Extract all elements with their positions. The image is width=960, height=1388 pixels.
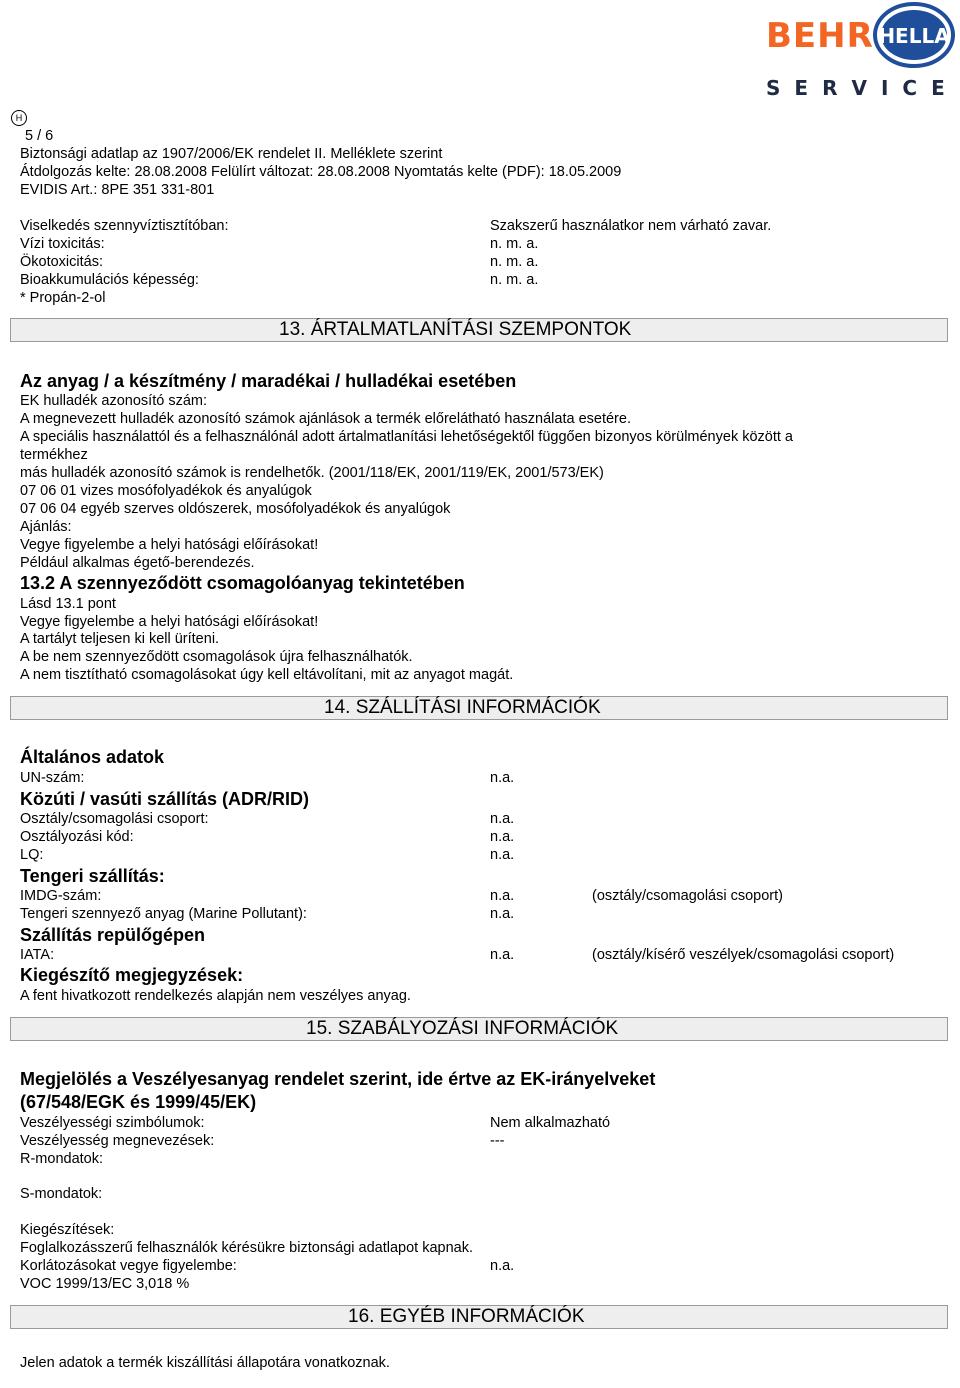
iata-value: n.a. <box>490 947 515 963</box>
s13-line: Vegye figyelembe a helyi hatósági előírásokat! <box>20 537 319 553</box>
eco-label: Vízi toxicitás: <box>20 236 105 252</box>
voc-content: VOC 1999/13/EC 3,018 % <box>20 1276 190 1292</box>
eco-value: n. m. a. <box>490 254 539 270</box>
eco-label: Viselkedés szennyvíztisztítóban: <box>20 218 229 234</box>
s13-2-line: A be nem szennyeződött csomagolások újra felhasználhatók. <box>20 649 413 665</box>
imdg-note: (osztály/csomagolási csoport) <box>592 888 783 904</box>
header-line-1: Biztonsági adatlap az 1907/2006/EK rendelet II. Melléklete szerint <box>20 146 443 162</box>
s13-line: 07 06 04 egyéb szerves oldószerek, mosófolyadékok és anyalúgok <box>20 501 451 517</box>
s13-line: A megnevezett hulladék azonosító számok ajánlások a termék előrelátható használata esetére. <box>20 411 631 427</box>
marine-pollutant-value: n.a. <box>490 906 515 922</box>
hazard-names-label: Veszélyesség megnevezések: <box>20 1133 215 1149</box>
eco-label: Ökotoxicitás: <box>20 254 103 270</box>
s13-line: Ajánlás: <box>20 519 72 535</box>
section-13-heading: Az anyag / a készítmény / maradékai / hulladékai esetében <box>20 371 517 391</box>
sea-transport-heading: Tengeri szállítás: <box>20 866 165 886</box>
air-transport-heading: Szállítás repülőgépen <box>20 925 206 945</box>
behr-logo-text: BEHR <box>766 16 874 56</box>
section-13-bar <box>10 318 948 342</box>
eco-label: Bioakkumulációs képesség: <box>20 272 199 288</box>
s13-line: Például alkalmas égető-berendezés. <box>20 555 255 571</box>
supplements-text: Foglalkozásszerű felhasználók kérésükre biztonsági adatlapot kapnak. <box>20 1240 473 1256</box>
r-phrases-label: R-mondatok: <box>20 1151 104 1167</box>
hazard-names-value: --- <box>490 1133 505 1149</box>
supplements-label: Kiegészítések: <box>20 1222 115 1238</box>
section-16-text: Jelen adatok a termék kiszállítási állapotára vonatkoznak. <box>20 1355 390 1371</box>
section-15-bar <box>10 1017 948 1041</box>
road-value: n.a. <box>490 829 515 845</box>
road-label: Osztály/csomagolási csoport: <box>20 811 209 827</box>
road-value: n.a. <box>490 847 515 863</box>
s13-line: A speciális használattól és a felhasználónál adott ártalmatlanítási lehetőségektől függően bizonyos körülmények között a <box>20 429 793 445</box>
section-13-2-heading: 13.2 A szennyeződött csomagolóanyag tekintetében <box>20 573 465 593</box>
eco-value: Szakszerű használatkor nem várható zavar. <box>490 218 772 234</box>
iata-label: IATA: <box>20 947 55 963</box>
eco-value: n. m. a. <box>490 236 539 252</box>
header-line-3: EVIDIS Art.: 8PE 351 331-801 <box>20 182 215 198</box>
restrictions-value: n.a. <box>490 1258 515 1274</box>
service-logo-text: SERVICE <box>766 76 959 100</box>
section-15-heading-line-1: Megjelölés a Veszélyesanyag rendelet szerint, ide értve az EK-irányelveket <box>20 1069 656 1089</box>
hazard-symbols-label: Veszélyességi szimbólumok: <box>20 1115 205 1131</box>
iata-note: (osztály/kísérő veszélyek/csomagolási csoport) <box>592 947 895 963</box>
s13-2-line: A nem tisztítható csomagolásokat úgy kell eltávolítani, mit az anyagot magát. <box>20 667 514 683</box>
un-number-value: n.a. <box>490 770 515 786</box>
section-14-title: 14. SZÁLLÍTÁSI INFORMÁCIÓK <box>324 697 601 718</box>
section-16-title: 16. EGYÉB INFORMÁCIÓK <box>348 1306 585 1327</box>
s13-2-line: Lásd 13.1 pont <box>20 596 116 612</box>
eco-value: n. m. a. <box>490 272 539 288</box>
s-phrases-label: S-mondatok: <box>20 1186 103 1202</box>
un-number-label: UN-szám: <box>20 770 85 786</box>
s13-2-line: Vegye figyelembe a helyi hatósági előírásokat! <box>20 614 319 630</box>
imdg-value: n.a. <box>490 888 515 904</box>
hella-logo-icon <box>873 2 955 68</box>
eco-note: * Propán-2-ol <box>20 290 106 306</box>
s13-2-line: A tartályt teljesen ki kell üríteni. <box>20 631 220 647</box>
language-mark: H <box>11 110 27 126</box>
section-15-heading-line-2: (67/548/EGK és 1999/45/EK) <box>20 1092 257 1112</box>
section-13-title: 13. ÁRTALMATLANÍTÁSI SZEMPONTOK <box>279 319 632 340</box>
header-line-2: Átdolgozás kelte: 28.08.2008 Felülírt változat: 28.08.2008 Nyomtatás kelte (PDF): 18.05.2009 <box>20 164 622 180</box>
page-number: 5 / 6 <box>25 128 54 144</box>
s13-line: EK hulladék azonosító szám: <box>20 393 207 409</box>
s13-line: 07 06 01 vizes mosófolyadékok és anyalúgok <box>20 483 312 499</box>
hazard-symbols-value: Nem alkalmazható <box>490 1115 611 1131</box>
s13-line: más hulladék azonosító számok is rendelhetők. (2001/118/EK, 2001/119/EK, 2001/573/EK) <box>20 465 604 481</box>
section-16-bar <box>10 1305 948 1329</box>
s13-line: termékhez <box>20 447 88 463</box>
marine-pollutant-label: Tengeri szennyező anyag (Marine Pollutant): <box>20 906 307 922</box>
section-14-bar <box>10 696 948 720</box>
extra-notes-text: A fent hivatkozott rendelkezés alapján nem veszélyes anyag. <box>20 988 411 1004</box>
road-value: n.a. <box>490 811 515 827</box>
road-transport-heading: Közúti / vasúti szállítás (ADR/RID) <box>20 789 310 809</box>
road-label: LQ: <box>20 847 44 863</box>
road-label: Osztályozási kód: <box>20 829 134 845</box>
section-15-title: 15. SZABÁLYOZÁSI INFORMÁCIÓK <box>306 1018 619 1039</box>
general-data-heading: Általános adatok <box>20 747 165 767</box>
hella-logo-text: HELLA <box>878 24 950 48</box>
restrictions-label: Korlátozásokat vegye figyelembe: <box>20 1258 237 1274</box>
extra-notes-heading: Kiegészítő megjegyzések: <box>20 965 244 985</box>
imdg-label: IMDG-szám: <box>20 888 102 904</box>
